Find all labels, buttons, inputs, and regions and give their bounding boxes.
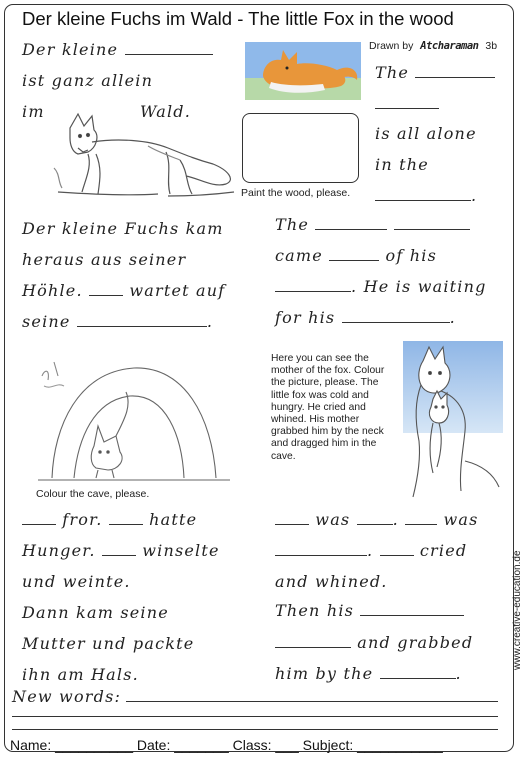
german-line-3b: Wald. [140, 102, 192, 121]
mother-fox-illustration [403, 341, 503, 501]
page-title: Der kleine Fuchs im Wald - The little Fox in the wood [22, 8, 454, 29]
english-line-s2-2: came of his [275, 246, 438, 265]
blank-field[interactable] [109, 511, 143, 525]
colored-fox-thumbnail [245, 42, 361, 100]
blank-field[interactable] [275, 634, 351, 648]
blank-field[interactable] [380, 542, 414, 556]
german-line-2: ist ganz allein [22, 71, 154, 90]
blank-field[interactable] [415, 64, 495, 78]
blank-field[interactable] [329, 247, 379, 261]
blank-field[interactable] [375, 187, 471, 201]
english-line-s3-5: and grabbed [275, 633, 473, 652]
mother-fox-note: Here you can see the mother of the fox. Colour the picture, please. The little fox was cold and hungry. He cried and whined. His mother grabbed him by the neck and dragged him in the cave. [271, 353, 385, 462]
english-line-s2-3: . He is waiting [275, 277, 487, 296]
english-line-s3-4: Then his [275, 601, 464, 620]
new-words-line-1[interactable] [126, 701, 498, 702]
blank-field[interactable] [275, 542, 367, 556]
english-line-s3-3: and whined. [275, 572, 388, 591]
english-line-s2-4: for his . [275, 308, 456, 327]
german-line-s3-4: Dann kam seine [22, 603, 169, 622]
german-line-s3-2: Hunger. winselte [22, 541, 220, 560]
blank-field[interactable] [275, 278, 351, 292]
english-line-5: . [375, 186, 477, 205]
english-line-s3-1: was . was [275, 510, 479, 529]
english-line-s3-2: . cried [275, 541, 467, 560]
english-line-3: is all alone [375, 124, 477, 143]
blank-field[interactable] [405, 511, 437, 525]
german-line-s2-3: Höhle. wartet auf [22, 281, 226, 300]
english-line-1: The [375, 63, 495, 82]
blank-field[interactable] [380, 665, 456, 679]
blank-field[interactable] [342, 309, 450, 323]
fox-sketch-illustration [48, 108, 238, 203]
english-line-4: in the [375, 155, 429, 174]
paint-box[interactable] [242, 113, 359, 183]
german-line-s3-5: Mutter und packte [22, 634, 195, 653]
new-words-label: New words: [12, 687, 122, 706]
blank-field[interactable] [375, 108, 439, 109]
german-line-s2-1: Der kleine Fuchs kam [22, 219, 224, 238]
german-line-1: Der kleine [22, 40, 213, 59]
blank-field[interactable] [315, 216, 387, 230]
drawn-by-credit: Drawn by Atcharaman 3b [369, 40, 498, 52]
footer-fields[interactable]: Name: __________ Date: _______ Class: ___ Subject: ___________ [10, 737, 443, 753]
cave-illustration [34, 346, 234, 486]
blank-field[interactable] [89, 282, 123, 296]
blank-field[interactable] [102, 542, 136, 556]
blank-field[interactable] [125, 41, 213, 55]
new-words-line-3[interactable] [12, 729, 498, 730]
german-line-s3-3: und weinte. [22, 572, 131, 591]
website-url: www.creative-education.de [512, 550, 523, 670]
german-line-s2-4: seine . [22, 312, 214, 331]
blank-field[interactable] [77, 313, 207, 327]
german-line-s3-6: ihn am Hals. [22, 665, 139, 684]
paint-wood-instruction: Paint the wood, please. [241, 187, 351, 199]
blank-field[interactable] [275, 511, 309, 525]
new-words-line-2[interactable] [12, 716, 498, 717]
blank-field[interactable] [394, 216, 470, 230]
german-line-s2-2: heraus aus seiner [22, 250, 187, 269]
german-line-3a: im [22, 102, 45, 121]
blank-field[interactable] [360, 602, 464, 616]
blank-field[interactable] [22, 511, 56, 525]
english-line-s3-6: him by the . [275, 664, 462, 683]
english-line-s2-1: The [275, 215, 470, 234]
colour-cave-instruction: Colour the cave, please. [36, 488, 150, 500]
german-line-s3-1: fror. hatte [22, 510, 197, 529]
blank-field[interactable] [357, 511, 393, 525]
